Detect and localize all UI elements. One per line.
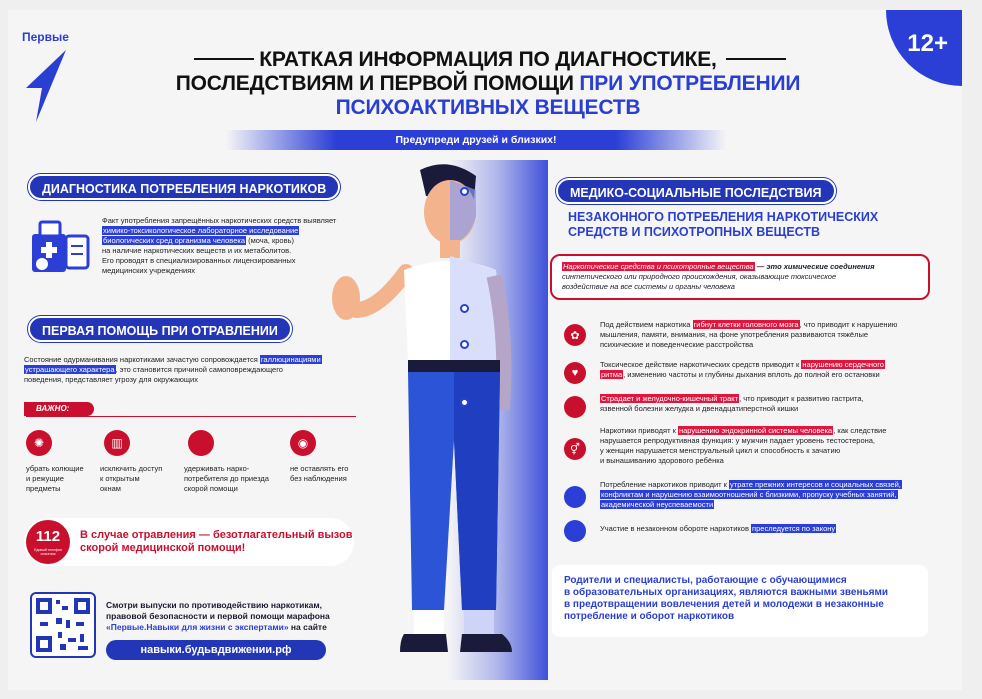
c3-c: язвенной болезни желудка и двенадцатиперстной кишки xyxy=(600,404,799,413)
footer-l1: Смотри выпуски по противодействию наркотикам, xyxy=(106,600,323,610)
eye-icon: ◉ xyxy=(290,430,316,456)
social-icon xyxy=(564,486,586,508)
c4-b: , как следствие xyxy=(833,426,887,435)
aid-4-l1: не оставлять его xyxy=(290,464,349,473)
connector-dot-stomach xyxy=(460,340,469,349)
title-line-2: ПОСЛЕДСТВИЯМ И ПЕРВОЙ ПОМОЩИ xyxy=(175,72,580,95)
c6-hl: преследуется по закону xyxy=(752,524,836,533)
knife-icon: ✺ xyxy=(26,430,52,456)
definition-highlight: Наркотические средства и психотропные вещества xyxy=(563,262,754,271)
aid-3-l3: скорой помощи xyxy=(184,484,238,493)
definition-callout xyxy=(550,254,930,300)
c4-hl: нарушению эндокринной системы человека xyxy=(678,426,833,435)
emergency-number-badge xyxy=(26,520,70,564)
c6-a: Участие в незаконном обороте наркотиков xyxy=(600,524,752,533)
c1-c: мышления, памяти, внимания, на фоне употребления развиваются тяжёлые xyxy=(600,330,869,339)
aid-2-l2: к открытым xyxy=(100,474,140,483)
diag-line-1: Факт употребления запрещённых наркотических средств выявляет xyxy=(102,216,337,225)
diag-line-6: Его проводят в специализированных лицензированных xyxy=(102,256,296,265)
c2-c: ритма xyxy=(601,370,623,379)
parents-l2: в образовательных организациях, являются важными звеньями xyxy=(564,587,889,598)
definition-l1: — это химические соединения xyxy=(754,262,875,271)
c4-c: нарушается репродуктивная функция: у мужчин падает уровень тестостерона, xyxy=(600,436,876,445)
c5-hl: утрате прежних интересов и социальных связей, xyxy=(730,480,901,489)
qr-pattern-icon xyxy=(32,594,94,656)
fa-highlight-2: устрашающего характера xyxy=(25,365,115,374)
definition-l2: синтетического или природного происхождения, оказывающие токсическое xyxy=(562,272,837,281)
gender-icon: ⚥ xyxy=(564,438,586,460)
c4-e: и вынашиванию здорового ребёнка xyxy=(600,456,724,465)
aid-4-l2: без наблюдения xyxy=(290,474,347,483)
age-badge: 12+ xyxy=(886,10,962,86)
cons-sub-2: СРЕДСТВ И ПСИХОТРОПНЫХ ВЕЩЕСТВ xyxy=(568,225,821,239)
heart-icon: ♥ xyxy=(564,362,586,384)
logo-icon xyxy=(22,46,70,126)
marathon-name: «Первые.Навыки для жизни с экспертами» xyxy=(106,622,289,632)
c2-hl: нарушению сердечного xyxy=(802,360,884,369)
c3-b: , что приводит к развитию гастрита, xyxy=(739,394,864,403)
fa-line-4: поведения, представляет угрозу для окружающих xyxy=(24,375,198,384)
emergency-number: 112 xyxy=(35,528,61,545)
c5-a: Потребление наркотиков приводит к xyxy=(600,480,730,489)
diag-line-7: медицинских учреждениях xyxy=(102,266,196,275)
c4-d: у женщин нарушается менструальный цикл и способность к зачатию xyxy=(600,446,841,455)
parents-box xyxy=(552,565,928,637)
hold-icon xyxy=(188,430,214,456)
aid-2-l3: окнам xyxy=(100,484,121,493)
diag-line-5: на наличие наркотических веществ и их метаболитов. xyxy=(102,246,292,255)
qr-code[interactable] xyxy=(30,592,96,658)
title-line-1: КРАТКАЯ ИНФОРМАЦИЯ ПО ДИАГНОСТИКЕ, xyxy=(259,48,717,71)
aid-1-l2: и режущие xyxy=(26,474,64,483)
connector-dot-chest xyxy=(460,304,469,313)
important-label: ВАЖНО: xyxy=(24,402,94,416)
consequences-subtitle xyxy=(568,210,928,240)
emergency-box xyxy=(24,518,354,566)
diag-line-4: (моча, кровь) xyxy=(245,236,294,245)
c1-a: Под действием наркотика xyxy=(600,320,693,329)
connector-dot-head xyxy=(460,187,469,196)
definition-l3: воздействие на все системы и органы человека xyxy=(562,282,735,291)
c4-a: Наркотики приводят к xyxy=(600,426,678,435)
parents-l3: в предотвращении вовлечения детей и молодежи в незаконные xyxy=(564,599,884,610)
c5-c: конфликтам и нарушению взаимоотношений с близкими, пропуску учебных занятий, xyxy=(601,490,897,499)
person-illustration xyxy=(308,160,548,680)
emergency-sub: Единый телефон спасения xyxy=(34,548,62,556)
aid-1-l1: убрать колющие xyxy=(26,464,84,473)
c1-hl: гибнут клетки головного мозга xyxy=(693,320,799,329)
aid-2-l1: исключить доступ xyxy=(100,464,163,473)
important-rule xyxy=(26,416,356,417)
law-icon xyxy=(564,520,586,542)
c3-hl: Страдает и желудочно-кишечный тракт xyxy=(601,394,739,403)
warning-banner: Предупреди друзей и близких! xyxy=(226,130,726,150)
diag-highlight-2: биологических сред организма человека xyxy=(103,236,245,245)
aid-item-3 xyxy=(184,430,284,494)
c1-b: , что приводит к нарушению xyxy=(799,320,898,329)
c1-d: психические и поведенческие расстройства xyxy=(600,340,754,349)
aid-1-l3: предметы xyxy=(26,484,61,493)
title-line-3: ПСИХОАКТИВНЫХ ВЕЩЕСТВ xyxy=(335,96,641,119)
parents-l4: потребление и оборот наркотиков xyxy=(564,611,735,622)
footer-l3b: на сайте xyxy=(288,622,327,632)
diagnostics-heading: ДИАГНОСТИКА ПОТРЕБЛЕНИЯ НАРКОТИКОВ xyxy=(28,174,340,200)
window-icon: ▥ xyxy=(104,430,130,456)
fa-line-3: , это становится причиной самоповреждающего xyxy=(115,365,283,374)
brain-icon: ✿ xyxy=(564,324,586,346)
clinic-icon xyxy=(26,216,92,278)
aid-item-2 xyxy=(100,430,186,494)
fa-highlight-1: галлюцинациями xyxy=(260,355,321,364)
c2-d: , изменению частоты и глубины дыхания вплоть до полной его остановки xyxy=(623,370,880,379)
consequences-heading: МЕДИКО-СОЦИАЛЬНЫЕ ПОСЛЕДСТВИЯ xyxy=(556,178,836,204)
diag-highlight-1: химико-токсикологическое лабораторное исследование xyxy=(103,226,299,235)
emergency-l1: В случае отравления — безотлагательный вызов xyxy=(80,529,353,541)
footer-l2: правовой безопасности и первой помощи марафона xyxy=(106,611,330,621)
aid-3-l1: удерживать нарко- xyxy=(184,464,250,473)
page-title xyxy=(158,48,818,120)
poster xyxy=(8,10,962,690)
connector-dot-pelvis xyxy=(460,398,469,407)
stomach-icon xyxy=(564,396,586,418)
aid-3-l2: потребителя до приезда xyxy=(184,474,269,483)
website-link[interactable]: навыки.будьвдвижении.рф xyxy=(106,640,326,660)
emergency-l2: скорой медицинской помощи! xyxy=(80,542,246,554)
cons-sub-1: НЕЗАКОННОГО ПОТРЕБЛЕНИЯ НАРКОТИЧЕСКИХ xyxy=(568,210,879,224)
aid-item-1 xyxy=(26,430,108,494)
logo-text: Первые xyxy=(22,30,69,44)
first-aid-heading: ПЕРВАЯ ПОМОЩЬ ПРИ ОТРАВЛЕНИИ xyxy=(28,316,292,342)
fa-line-1: Состояние одурманивания наркотиками зачастую сопровождается xyxy=(24,355,260,364)
c2-a: Токсическое действие наркотических средств приводит к xyxy=(600,360,802,369)
parents-l1: Родители и специалисты, работающие с обучающимися xyxy=(564,575,847,586)
c5-d: академической неуспеваемости xyxy=(601,500,714,509)
title-line-2-blue: ПРИ УПОТРЕБЛЕНИИ xyxy=(579,72,801,95)
